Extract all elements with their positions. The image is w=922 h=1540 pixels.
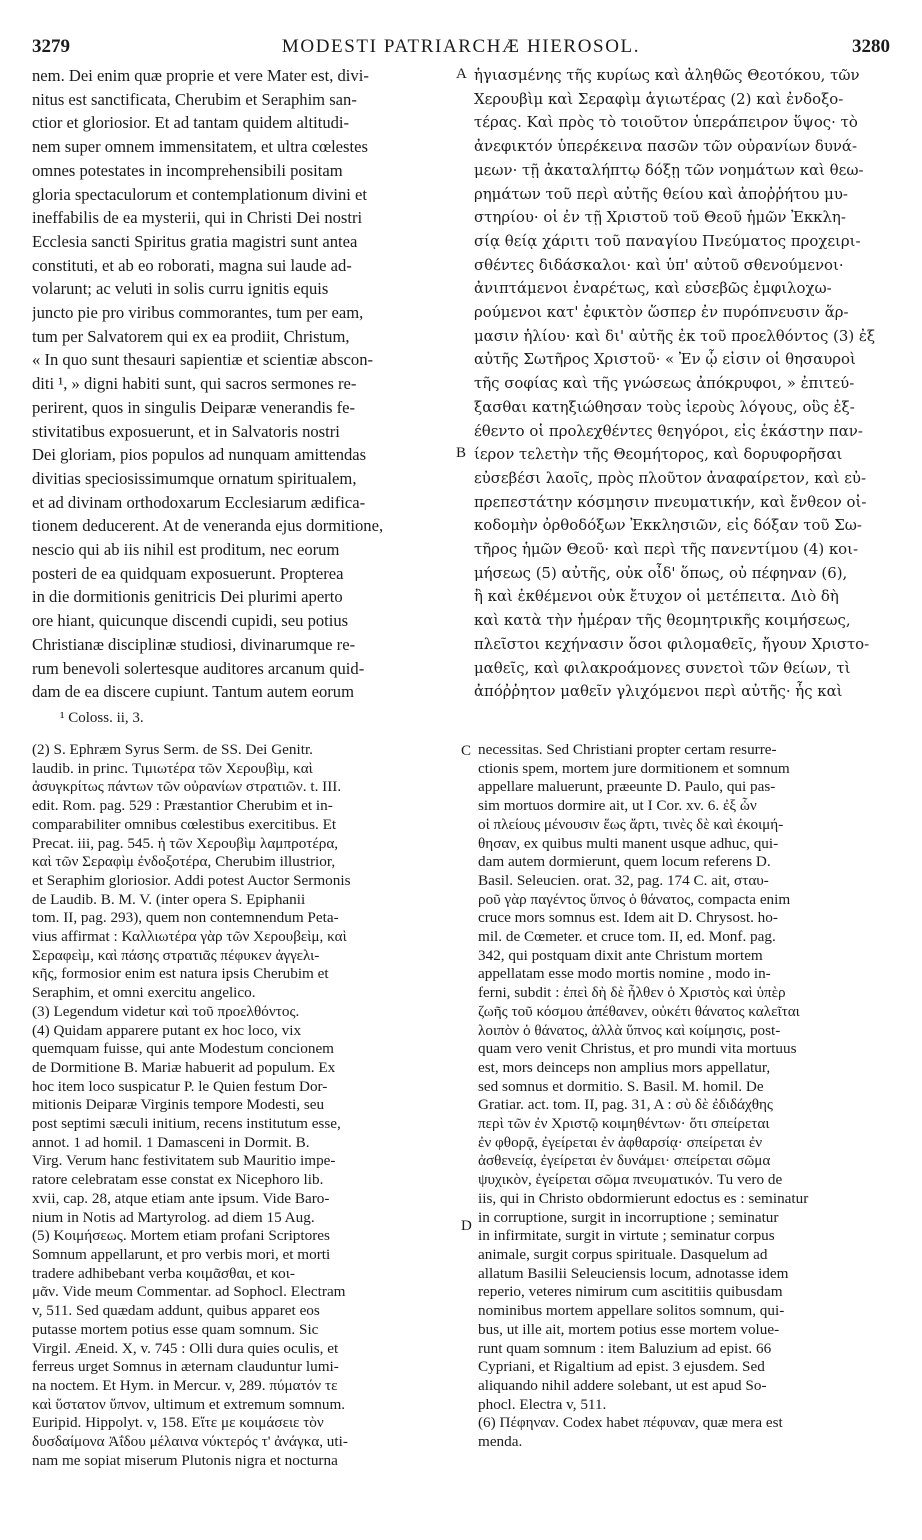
note-line: runt quam somnum : item Baluzium ad epist. 66 [478, 1339, 772, 1357]
note-line: μᾶν. Vide meum Commentar. ad Sophocl. Electram [32, 1283, 346, 1301]
greek-text-line: τῆρος ἡμῶν Θεοῦ· καὶ περὶ τῆς πανεντίμου (4) κοι- [474, 540, 859, 559]
latin-text-line: perirent, quos in singulis Deiparæ venerandis fe- [32, 397, 356, 417]
latin-text-line: tum per Salvatorem qui ex ea prodiit, Christum, [32, 326, 350, 346]
latin-text-line: volarunt; ac veluti in solis curru ignitis equis [32, 279, 329, 299]
note-line: ζωῆς τοῦ κόσμου ἀπέθανεν, οὐκέτι θάνατος καλεῖται [478, 1002, 800, 1020]
note-line: mil. de Cœmeter. et cruce tom. II, ed. Monf. pag. [478, 928, 776, 946]
greek-text-line: ἢ καὶ ἐκθέμενοι οὐκ ἔτυχον οἱ μετέπειτα. Διὸ δὴ [474, 587, 839, 606]
note-line: reperio, veteres nimirum cum ascititiis quibusdam [478, 1283, 783, 1301]
note-line: hoc item loco suspicatur P. le Quien festum Dor- [32, 1077, 328, 1095]
note-line: mitionis Deiparæ Virginis tempore Modesti, seu [32, 1096, 325, 1114]
note-line: ferreus urget Somnus in æternam clauduntur lumi- [32, 1358, 339, 1376]
margin-letter-a: A [456, 66, 467, 82]
note-line: edit. Rom. pag. 529 : Præstantior Cherubim et in- [32, 797, 333, 815]
note-line: Σεραφεὶμ, καὶ πάσης στρατιᾶς πέφυκεν ἀγγελι- [32, 946, 320, 964]
note-line: nominibus mortem appellare solitos somnum, qui- [478, 1302, 785, 1320]
margin-letter-b: B [456, 445, 467, 461]
note-line: animale, surgit corpus spirituale. Dasquelum ad [478, 1245, 768, 1263]
latin-text-line: « In quo sunt thesauri sapientiæ et scientiæ abscon- [32, 350, 374, 370]
note-line: cruce mors somnus est. Idem ait D. Chrysost. ho- [478, 909, 778, 927]
right-page-number: 3280 [852, 36, 890, 57]
note-line: ψυχικὸν, ἐγείρεται σῶμα πνευματικόν. Tu vero de [478, 1171, 783, 1189]
latin-text-line: ctior et gloriosior. Et ad tantam quidem altitudi- [32, 113, 350, 133]
left-page-number: 3279 [32, 36, 70, 57]
latin-text-line: nitus est sanctificata, Cherubim et Seraphim san- [32, 89, 357, 109]
note-line: οἱ πλείους μένουσιν ἕως ἄρτι, τινὲς δὲ καὶ ἐκοιμή- [478, 815, 784, 833]
latin-text-line: stivitatibus exposuerunt, et in Salvatoris nostri [32, 421, 340, 441]
latin-text-line: diti ¹, » digni habiti sunt, qui sacros sermones re- [32, 374, 357, 394]
greek-text-line: ἀνεφικτόν ὑπερέκεινα πασῶν τῶν οὐρανίων δυνά- [474, 137, 858, 156]
greek-text-line: εὐσεβέσι λαοῖς, πρὸς πλοῦτον ἀναφαίρετον, καὶ εὐ- [474, 468, 867, 487]
note-line: allatum Basilii Seleuciensis locum, adnotasse idem [478, 1264, 789, 1282]
note-line: na noctem. Et Hym. in Mercur. v, 289. πύματόν τε [32, 1376, 338, 1394]
note-line: vius affirmat : Καλλιωτέρα γὰρ τῶν Χερουβεὶμ, καὶ [32, 928, 347, 946]
greek-text-line: μασιν ἡλίου· καὶ δι' αὐτῆς ἐκ τοῦ προελθόντος (3) ἐξ [474, 326, 876, 345]
greek-text-line: Χερουβὶμ καὶ Σεραφὶμ ἁγιωτέρας (2) καὶ ἐνδοξο- [474, 89, 844, 108]
note-line: ἀσθενείᾳ, ἐγείρεται ἐν δυνάμει· σπείρεται σῶμα [478, 1152, 771, 1170]
note-line: Virgil. Æneid. X, v. 745 : Olli dura quies oculis, et [32, 1339, 339, 1357]
note-line: tradere adhibebant verba κοιμᾶσθαι, et κοι- [32, 1264, 295, 1282]
note-line: Gratiar. act. tom. II, pag. 31, A : σὺ δὲ ἐδιδάχθης [478, 1096, 773, 1114]
note-line: (3) Legendum videtur καὶ τοῦ προελθόντος. [32, 1002, 300, 1020]
greek-text-line: έθεντο οἱ προλεχθέντες θεηγόροι, εἰς ἑκάστην παν- [474, 421, 863, 440]
running-title: MODESTI PATRIARCHÆ HIEROSOL. [281, 36, 641, 57]
greek-text-line: τῆς σοφίας καὶ τῆς γνώσεως ἀπόκρυφοι, » ἐπιτεύ- [474, 374, 855, 393]
latin-text-line: nem super omnem immensitatem, et ultra cœlestes [32, 137, 368, 157]
note-line: (6) Πέφηναν. Codex habet πέφυναν, quæ mera est [478, 1414, 783, 1432]
latin-text-line: constituti, et ab eo roborati, magna sui laude ad- [32, 255, 352, 275]
greek-text-line: μαθεῖς, καὶ φιλακροάμονες συνετοὶ τῶν θείων, τὶ [474, 658, 851, 677]
note-line: xvii, cap. 28, atque etiam ante ipsum. Vide Baro- [32, 1189, 330, 1207]
latin-text-line: in die dormitionis genitricis Dei plurimi aperto [32, 587, 343, 607]
greek-text-line: μήσεως (5) αὐτῆς, οὐκ οἶδ' ὅπως, οὐ πέφηναν (6), [474, 563, 848, 582]
note-line: tom. II, pag. 293), quem non contemnendum Peta- [32, 909, 339, 927]
running-header [32, 36, 890, 62]
note-line: bus, ut ille ait, mortem potius esse mortem volue- [478, 1320, 780, 1338]
latin-text-line: gloria spectaculorum et contemplationum divini et [32, 184, 368, 204]
greek-text-line: ίερον τελετὴν τῆς Θεομήτορος, καὶ δορυφορῆσαι [474, 445, 843, 464]
greek-text-line: πρεπεστάτην κόσμησιν πνευματικήν, καὶ ἔνθεον οἰ- [474, 492, 867, 511]
latin-text-line: ineffabilis de ea mysterii, qui in Christi Dei nostri [32, 208, 363, 228]
note-line: Precat. iii, pag. 545. ἡ τῶν Χερουβὶμ λαμπροτέρα, [32, 834, 339, 852]
latin-text-line: juncto pie pro viribus commorantes, tum per eam, [32, 303, 364, 323]
note-line: de Laudib. B. M. V. (inter opera S. Epiphanii [32, 890, 306, 908]
note-line: Somnum appellarunt, et pro verbis mori, et morti [32, 1245, 331, 1263]
note-line: καὶ τῶν Σεραφὶμ ἐνδοξοτέρα, Cherubim illustrior, [32, 853, 336, 871]
note-line: θησαν, ex quibus multi manent usque adhuc, qui- [478, 834, 779, 852]
margin-letter-c: C [461, 743, 472, 759]
greek-text-line: μεων· τῇ ἀκαταλήπτῳ δόξῃ τῶν νοημάτων καὶ θεω- [474, 160, 864, 179]
note-line: ἀσυγκρίτως πάντων τῶν οὐρανίων στρατιῶν. t. III. [32, 778, 342, 796]
greek-text-line: ρούμενοι κατ' ἐφικτὸν ὥσπερ ἐν πυρόπνευσιν ἅρ- [474, 303, 849, 322]
note-line: Virg. Verum hanc festivitatem sub Mauritio impe- [32, 1152, 336, 1170]
note-line: appellare maluerunt, præeunte D. Paulo, qui pas- [478, 778, 776, 796]
note-line: in corruptione, surgit in incorruptione ; seminatur [478, 1208, 779, 1226]
latin-text-line: et ad divinam orthodoxarum Ecclesiarum ædifica- [32, 492, 366, 512]
latin-text-line: ore hiant, quicunque discendi cupidi, seu potius [32, 611, 349, 631]
note-line: ctionis spem, mortem jure dormitionem et somnum [478, 759, 790, 777]
greek-text-line: καὶ κατὰ τὴν ἡμέραν τῆς θεομητρικῆς κοιμήσεως, [474, 611, 851, 630]
note-line: dam autem dormierunt, quem locum referens D. [478, 853, 771, 871]
note-line: in infirmitate, surgit in virtute ; seminatur corpus [478, 1227, 775, 1245]
note-line: περὶ τῶν ἐν Χριστῷ κοιμηθέντων· ὅτι σπείρεται [478, 1115, 770, 1133]
note-line: est, mors deinceps non amplius mors appellatur, [478, 1058, 771, 1076]
note-line: (5) Κοιμήσεως. Mortem etiam profani Scriptores [32, 1227, 330, 1245]
note-line: ροῦ γὰρ παγέντος ὕπνος ὁ θάνατος, compacta enim [478, 890, 791, 908]
greek-text-line: στηρίου· οἱ ἐν τῇ Χριστοῦ τοῦ Θεοῦ ἡμῶν Ἐκκλη- [474, 208, 846, 227]
greek-text-line: ἀπόῤῥητον μαθεῖν γλιχόμενοι περὶ αὐτῆς· ἧς καὶ [474, 682, 843, 701]
latin-text-column [32, 64, 452, 704]
note-line: (2) S. Ephræm Syrus Serm. de SS. Dei Genitr. [32, 741, 313, 758]
note-line: post septimi sæculi initium, recens institutum esse, [32, 1115, 341, 1133]
note-line: de Dormitione B. Mariæ habuerit ad populum. Ex [32, 1058, 336, 1076]
note-line: 342, qui postquam dixit ante Christum mortem [478, 946, 763, 964]
latin-text-line: omnes potestates in incomprehensibili positam [32, 160, 343, 180]
notes-left-column [32, 741, 456, 1470]
note-line: appellatam esse modo mortis nomine , modo in- [478, 965, 771, 983]
latin-text-line: tionem deducerent. At de veneranda ejus dormitione, [32, 516, 384, 536]
greek-text-line: κοδομὴν ὀρθοδόξων Ἐκκλησιῶν, εἰς δόξαν τοῦ Σω- [474, 516, 862, 535]
notes-right-column [478, 741, 892, 1452]
greek-text-line: σθέντες διδάσκαλοι· καὶ ὑπ' αὐτοῦ σθενούμενοι· [474, 255, 844, 274]
note-line: v, 511. Sed quædam addunt, quibus apparet eos [32, 1302, 320, 1320]
latin-text-line: rum benevoli solertesque auditores arcanum quid- [32, 658, 365, 678]
note-line: Seraphim, et omni exercitu angelico. [32, 984, 256, 1002]
greek-text-line: ρημάτων τοῦ περὶ αὐτῆς θείου καὶ ἀποῤῥήτου μυ- [474, 184, 848, 203]
latin-text-line: nescio qui ab iis nihil est proditum, nec eorum [32, 540, 340, 560]
note-line: Basil. Seleucien. orat. 32, pag. 174 C. ait, σταυ- [478, 871, 769, 889]
greek-text-line: τέρας. Καὶ πρὸς τὸ τοιοῦτον ὑπεράπειρον ὕψος· τὸ [474, 113, 858, 132]
margin-letter-d: D [461, 1218, 472, 1234]
note-line: laudib. in princ. Τιμιωτέρα τῶν Χερουβὶμ, καὶ [32, 759, 313, 777]
note-line: ferni, subdit : ἐπεὶ δὴ δὲ ἦλθεν ὁ Χριστὸς καὶ ὑπὲρ [478, 984, 786, 1002]
latin-text-line: dam de ea discere cupiunt. Tantum autem eorum [32, 682, 354, 702]
greek-text-line: πλεῖστοι κεχήνασιν ὅσοι φιλομαθεῖς, ἤγουν Χριστο- [474, 634, 870, 653]
note-line: et Seraphim gloriosior. Addi potest Auctor Sermonis [32, 871, 351, 889]
note-line: phocl. Electra v, 511. [478, 1395, 607, 1413]
note-line: quam vero venit Christus, et pro mundi vita mortuus [478, 1040, 797, 1058]
greek-text-line: ξασθαι κατηξιώθησαν τοὺς ἱεροὺς λόγους, οὓς ἐξ- [474, 397, 855, 416]
note-line: annot. 1 ad homil. 1 Damasceni in Dormit. B. [32, 1133, 310, 1151]
note-line: necessitas. Sed Christiani propter certam resurre- [478, 741, 777, 758]
greek-text-line: ἡγιασμένης τῆς κυρίως καὶ ἀληθῶς Θεοτόκου, τῶν [474, 66, 860, 84]
latin-text-line: divitias speciosissimumque ornatum spiritualem, [32, 468, 357, 488]
note-line: καὶ ὕστατον ὕπνον, ultimum et extremum somnum. [32, 1395, 346, 1413]
note-line: putasse mortem potius esse quam somnum. Sic [32, 1320, 319, 1338]
note-line: comparabiliter omnibus cœlestibus exercitibus. Et [32, 815, 337, 833]
greek-text-column [474, 64, 892, 704]
note-line: nam me sopiat miserum Plutonis nigra et nocturna [32, 1451, 338, 1469]
latin-text-line: Christianæ disciplinæ studiosi, divinarumque re- [32, 634, 356, 654]
note-line: λοιπὸν ὁ θάνατος, ἀλλὰ ὕπνος καὶ κοίμησις, post- [478, 1021, 781, 1039]
note-line: aliquando nihil addere solebant, ut est apud So- [478, 1376, 767, 1394]
note-line: nium in Notis ad Martyrolog. ad diem 15 Aug. [32, 1208, 315, 1226]
note-line: ἐν φθορᾷ, ἐγείρεται ἐν ἀφθαρσίᾳ· σπείρεται ἐν [478, 1133, 763, 1151]
note-line: sim mortuos dormire ait, ut I Cor. xv. 6. ἐξ ὧν [478, 797, 757, 815]
note-line: menda. [478, 1433, 523, 1451]
note-line: (4) Quidam apparere putant ex hoc loco, vix [32, 1021, 302, 1039]
greek-text-line: σίᾳ θείᾳ χάριτι τοῦ παναγίου Πνεύματος προχειρι- [474, 231, 861, 250]
note-line: quemquam fuisse, qui ante Modestum concionem [32, 1040, 334, 1058]
greek-text-line: αὐτῆς Σωτῆρος Χριστοῦ· « Ἐν ᾧ εἰσιν οἱ θησαυροὶ [474, 350, 856, 369]
note-line: Euripid. Hippolyt. v, 158. Εἴτε με κοιμάσειε τὸν [32, 1414, 324, 1432]
latin-text-line: Dei gloriam, pios populos ad nunquam amittendas [32, 445, 367, 465]
note-line: iis, qui in Christo obdormierunt edoctus es : seminatur [478, 1189, 809, 1207]
note-line: κῆς, formosior enim est natura ipsis Cherubim et [32, 965, 329, 983]
latin-text-line: nem. Dei enim quæ proprie et vere Mater est, divi- [32, 66, 369, 85]
note-line: Cypriani, et Rigaltium ad epist. 3 ejusdem. Sed [478, 1358, 765, 1376]
latin-text-line: posteri de ea quidquam exposuerunt. Propterea [32, 563, 344, 583]
note-line: δυσδαίμονα Ἀΐδου μέλαινα νύκτερός τ' ἀνάγκα, uti- [32, 1433, 348, 1451]
note-line: ratore celebratam esse constat ex Nicephoro lib. [32, 1171, 324, 1189]
greek-text-line: ἀνιπτάμενοι ἐναρέτως, καὶ εὐσεβῶς ἐμφιλοχω- [474, 279, 832, 298]
scripture-footnote: ¹ Coloss. ii, 3. [60, 710, 144, 726]
note-line: sed somnus et dormitio. S. Basil. M. homil. De [478, 1077, 764, 1095]
latin-text-line: Ecclesia sancti Spiritus gratia magistri sunt antea [32, 231, 358, 251]
